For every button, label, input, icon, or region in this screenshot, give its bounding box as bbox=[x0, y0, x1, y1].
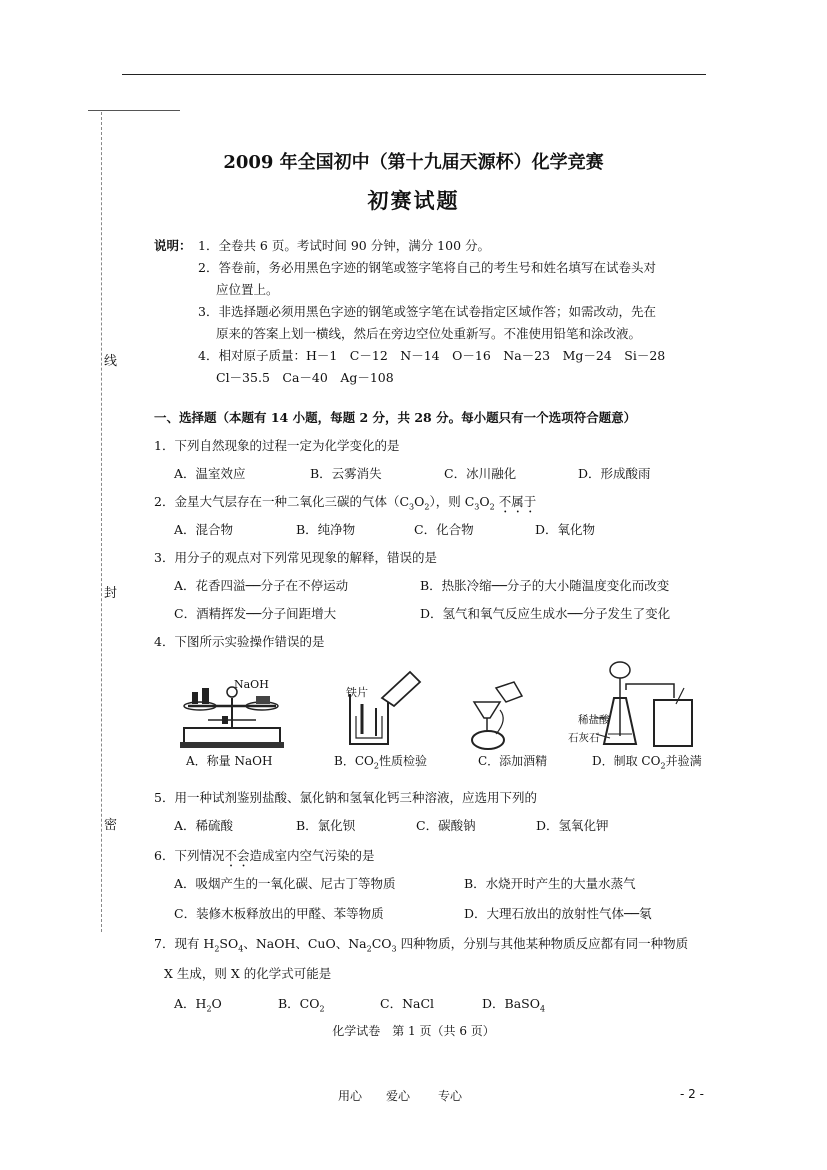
q3-option-c: C．酒精挥发──分子间距增大 bbox=[174, 606, 337, 621]
margin-label-feng: 封 bbox=[104, 586, 118, 601]
margin-label-mi: 密 bbox=[104, 818, 118, 833]
instruction-3: 3．非选择题必须用黑色字迹的钢笔或签字笔在试卷指定区域作答；如需改动，先在 bbox=[198, 304, 656, 319]
figure-d-label-acid: 稀盐酸 bbox=[578, 714, 610, 726]
instructions-label: 说明： bbox=[154, 238, 192, 253]
page-footer: 化学试卷 第 1 页（共 6 页） bbox=[332, 1024, 495, 1038]
q5-stem: 5．用一种试剂鉴别盐酸、氯化钠和氢氧化钙三种溶液，应选用下列的 bbox=[154, 790, 537, 805]
q5-option-c: C．碳酸钠 bbox=[416, 818, 476, 833]
figure-a-label-naoh: NaOH bbox=[234, 678, 269, 691]
instruction-4: 4．相对原子质量：H－1 C－12 N－14 O－16 Na－23 Mg－24 Si－28 bbox=[198, 348, 666, 363]
instruction-2-cont: 应位置上。 bbox=[216, 282, 279, 297]
q3-option-a: A．花香四溢──分子在不停运动 bbox=[174, 578, 349, 593]
q2-option-d: D．氧化物 bbox=[535, 522, 596, 537]
q1-option-c: C．冰川融化 bbox=[444, 466, 517, 481]
q6-option-b: B．水烧开时产生的大量水蒸气 bbox=[464, 876, 636, 891]
section-heading: 一、选择题（本题有 14 小题，每题 2 分，共 28 分。每小题只有一个选项符合题意） bbox=[154, 410, 637, 425]
figure-b-caption: B．$CO_2$性质检验 bbox=[334, 754, 427, 771]
binding-top-rule bbox=[88, 110, 180, 111]
q1-option-d: D．形成酸雨 bbox=[578, 466, 651, 481]
q2-stem: 2．金星大气层存在一种二氧化三碳的气体$(C_3O_2)$，则 $C_3O_2$ 不属于 bbox=[154, 494, 537, 512]
q1-stem: 1．下列自然现象的过程一定为化学变化的是 bbox=[154, 438, 400, 453]
q3-option-b: B．热胀冷缩──分子的大小随温度变化而改变 bbox=[420, 578, 670, 593]
q7-option-b: B．$CO_2$ bbox=[278, 996, 325, 1014]
footer-motto-1: 用心 bbox=[338, 1089, 363, 1103]
figure-c-alcohol-lamp bbox=[466, 680, 536, 752]
figure-d-caption: D．制取 $CO_2$并验满 bbox=[592, 754, 702, 771]
q2-emphasis: 不属于 bbox=[498, 494, 537, 509]
q3-option-d: D．氢气和氧气反应生成水──分子发生了变化 bbox=[420, 606, 671, 621]
q7-stem-line1: 7．现有 $H_2SO_4$、NaOH、CuO、$Na_2CO_3$ 四种物质，分别与其他某种物质反应都有同一种物质 bbox=[154, 936, 689, 954]
figure-a-balance bbox=[178, 672, 288, 750]
figure-a-caption: A．称量 NaOH bbox=[186, 754, 273, 768]
instruction-2: 2．答卷前，务必用黑色字迹的钢笔或签字笔将自己的考生号和姓名填写在试卷头对 bbox=[198, 260, 656, 275]
figure-d-co2-apparatus bbox=[590, 658, 700, 750]
q5-option-a: A．稀硫酸 bbox=[174, 818, 234, 833]
q2-option-a: A．混合物 bbox=[174, 522, 234, 537]
footer-motto-3: 专心 bbox=[438, 1089, 463, 1103]
q6-option-a: A．吸烟产生的一氧化碳、尼古丁等物质 bbox=[174, 876, 396, 891]
instruction-3-cont: 原来的答案上划一横线，然后在旁边空位处重新写。不准使用铅笔和涂改液。 bbox=[216, 326, 642, 341]
q3-stem: 3．用分子的观点对下列常见现象的解释，错误的是 bbox=[154, 550, 437, 565]
q6-stem: 6．下列情况不会造成室内空气污染的是 bbox=[154, 848, 375, 863]
footer-motto-2: 爱心 bbox=[386, 1089, 411, 1103]
q4-stem: 4．下图所示实验操作错误的是 bbox=[154, 634, 325, 649]
figure-b-label-iron: 铁片 bbox=[346, 686, 368, 699]
page-number: - 2 - bbox=[680, 1087, 704, 1101]
figure-d-label-limestone: 石灰石 bbox=[568, 732, 600, 744]
q7-option-d: D．BaSO$_4$ bbox=[482, 996, 546, 1014]
q6-emphasis: 不会 bbox=[224, 848, 250, 863]
q5-option-d: D．氢氧化钾 bbox=[536, 818, 609, 833]
exam-subtitle: 初赛试题 bbox=[367, 188, 460, 213]
figure-b-beaker bbox=[336, 668, 436, 750]
q5-option-b: B．氯化钡 bbox=[296, 818, 356, 833]
figure-c-caption: C．添加酒精 bbox=[478, 754, 548, 768]
q6-option-d: D．大理石放出的放射性气体──氡 bbox=[464, 906, 652, 921]
q7-option-a: A．$H_2O$ bbox=[174, 996, 222, 1014]
margin-label-xian: 线 bbox=[104, 354, 118, 369]
q7-stem-line2: X 生成，则 X 的化学式可能是 bbox=[164, 966, 332, 981]
binding-line bbox=[101, 112, 102, 932]
q1-option-a: A．温室效应 bbox=[174, 466, 246, 481]
top-rule bbox=[122, 74, 706, 75]
q2-option-b: B．纯净物 bbox=[296, 522, 356, 537]
exam-title: 2009 年全国初中（第十九届天源杯）化学竞赛 bbox=[223, 152, 604, 173]
q2-option-c: C．化合物 bbox=[414, 522, 474, 537]
q1-option-b: B．云雾消失 bbox=[310, 466, 382, 481]
instruction-1: 1．全卷共 6 页。考试时间 90 分钟，满分 100 分。 bbox=[198, 238, 491, 253]
q6-option-c: C．装修木板释放出的甲醛、苯等物质 bbox=[174, 906, 384, 921]
instruction-4-cont: Cl－35.5 Ca－40 Ag－108 bbox=[216, 370, 394, 385]
q7-option-c: C．NaCl bbox=[380, 996, 435, 1011]
